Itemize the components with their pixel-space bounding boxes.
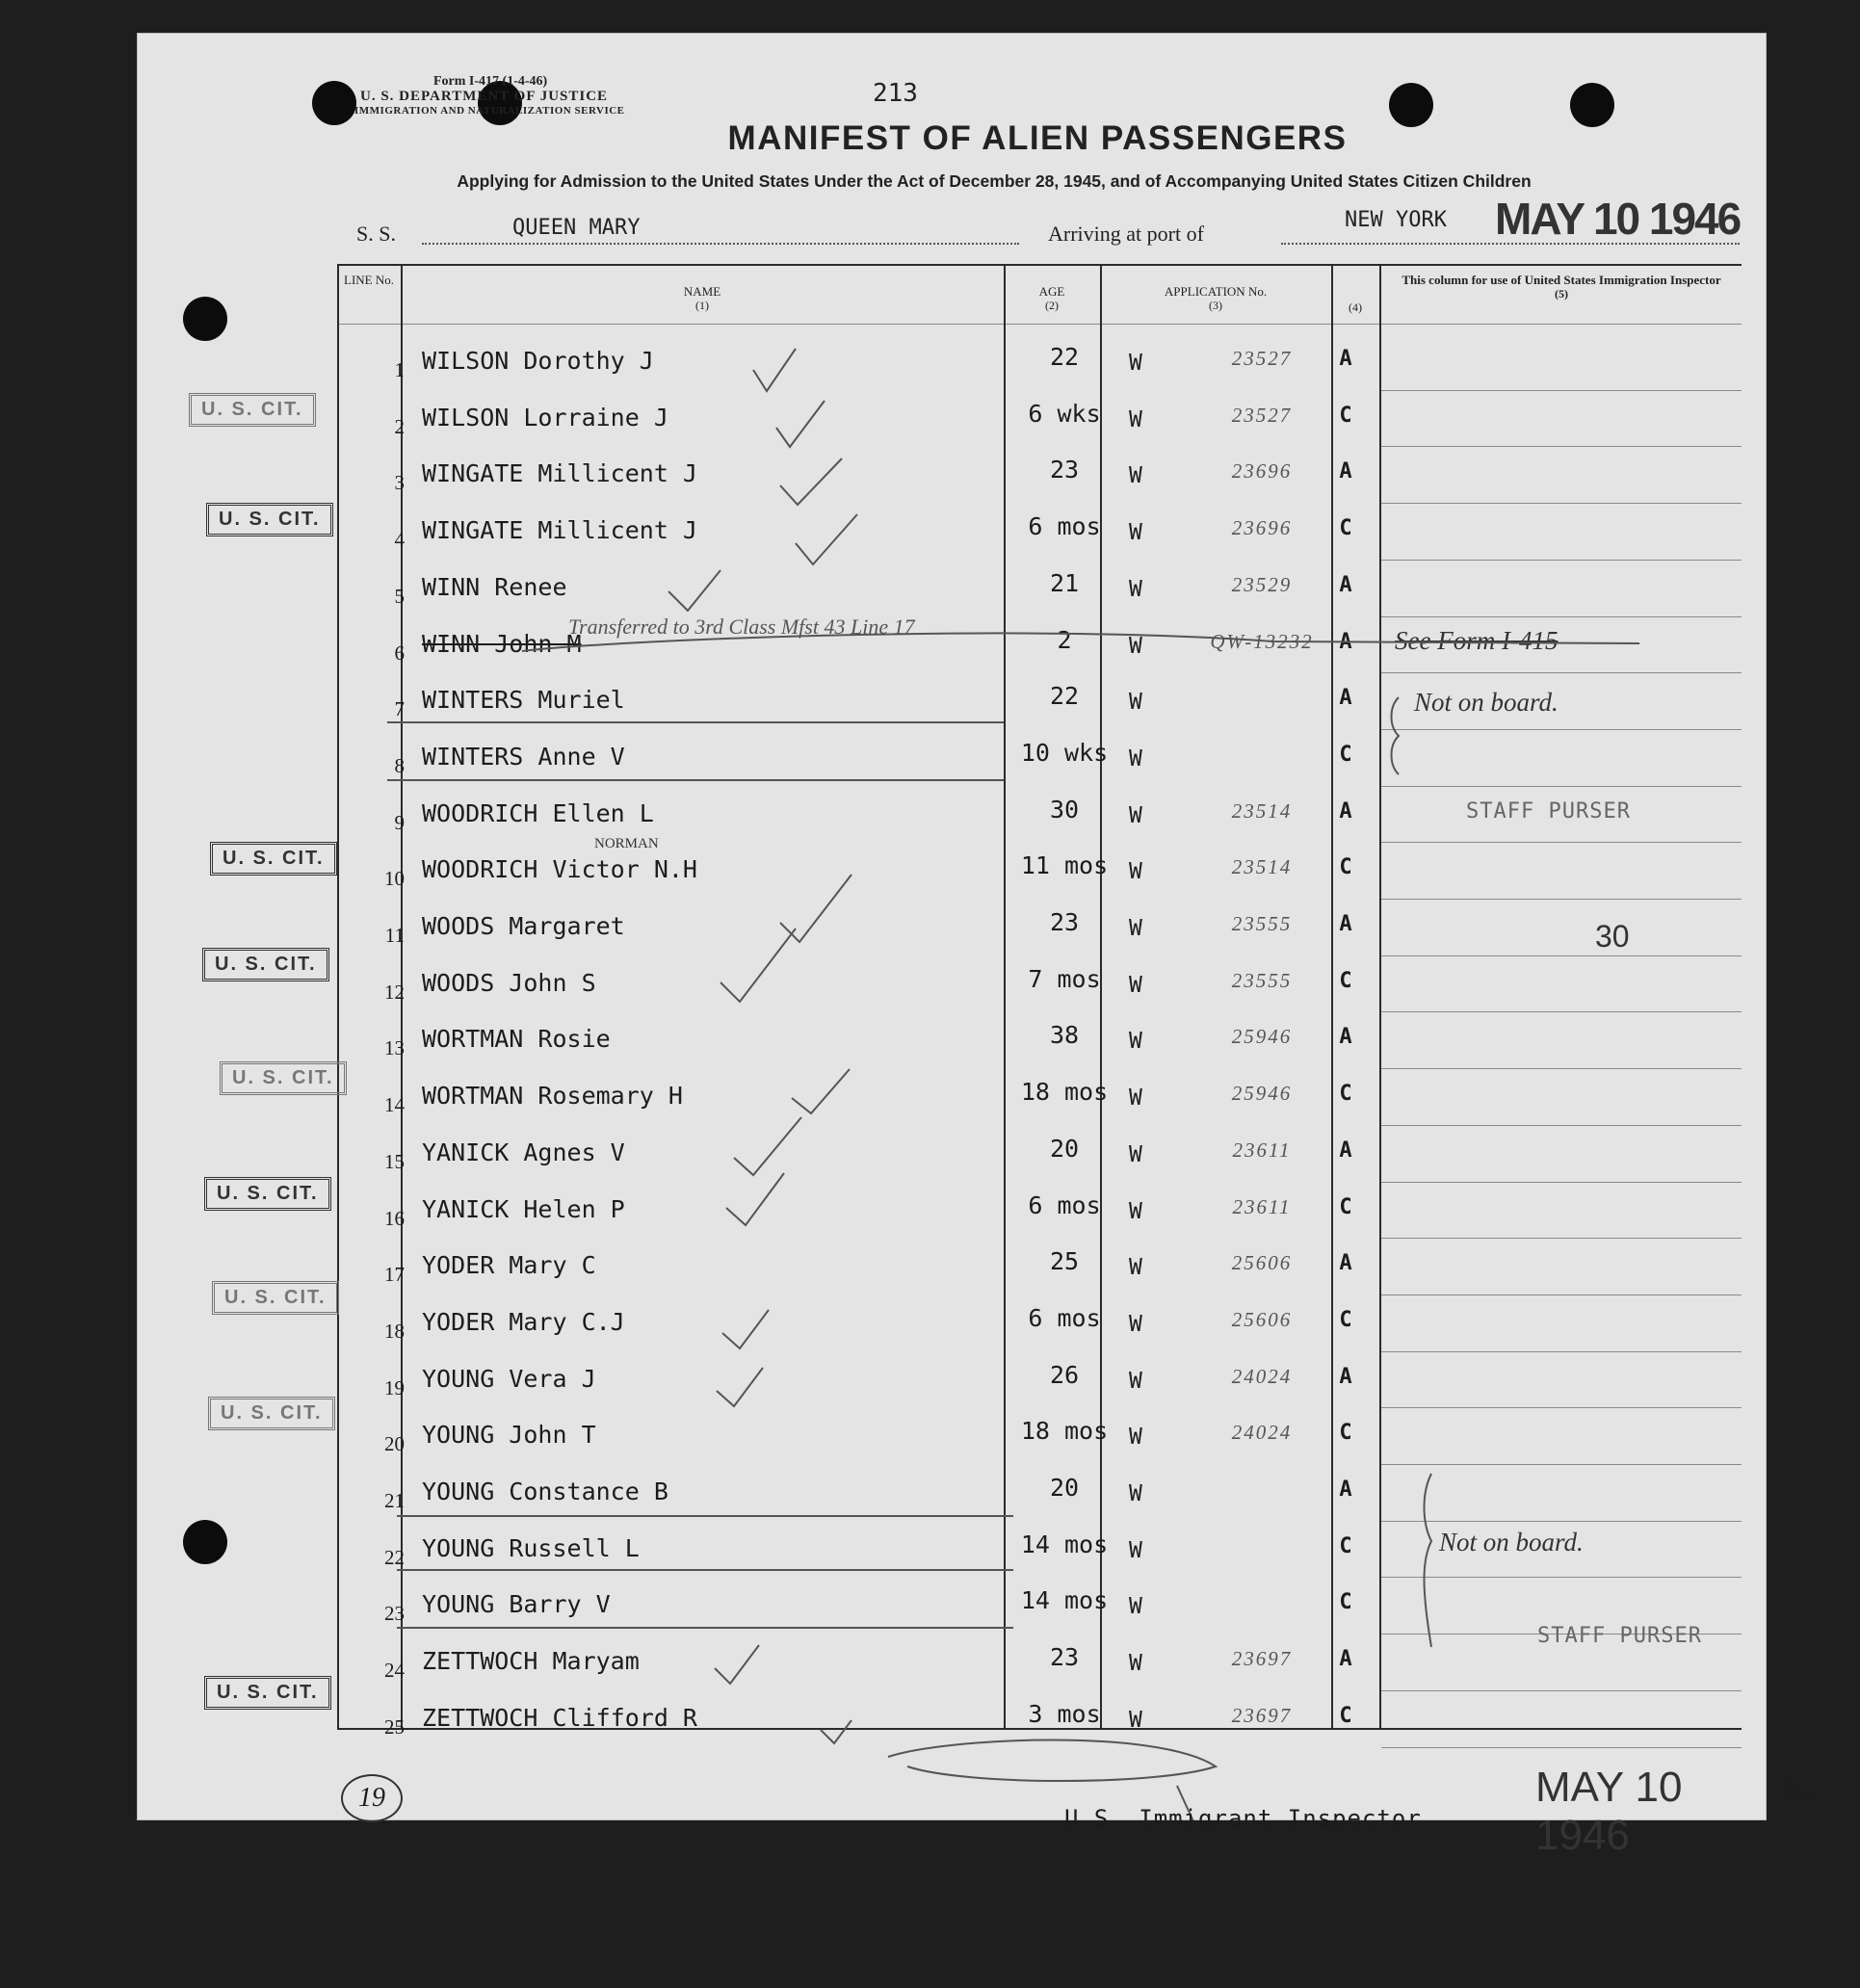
admission-class: A — [1339, 912, 1352, 936]
row10-insert-note: NORMAN — [594, 836, 659, 851]
race-code: W — [1129, 1255, 1142, 1281]
department: U. S. DEPARTMENT OF JUSTICE — [360, 89, 609, 104]
passenger-name: WINGATE Millicent J — [422, 516, 697, 545]
race-code: W — [1129, 1029, 1142, 1055]
passenger-age: 20 — [1049, 1474, 1080, 1502]
brace — [1425, 1474, 1432, 1647]
line-number: 7 — [394, 697, 405, 721]
passenger-age: 6 mos — [1028, 512, 1101, 541]
application-number: 25946 — [1231, 1082, 1293, 1106]
passenger-age: 25 — [1049, 1247, 1080, 1276]
service: IMMIGRATION AND NATURALIZATION SERVICE — [354, 105, 625, 117]
check-mark — [821, 1720, 851, 1743]
admission-class: A — [1339, 1647, 1352, 1672]
application-number: 23696 — [1231, 459, 1293, 484]
page-subtitle: Applying for Admission to the United States Under the Act of December 28, 1945, and of Accompanying United States Citizen Children — [457, 171, 1532, 191]
race-code: W — [1129, 802, 1142, 828]
ship-name: QUEEN MARY — [512, 216, 641, 240]
line-number: 23 — [384, 1602, 405, 1626]
check-mark — [715, 1645, 759, 1684]
race-code: W — [1129, 1651, 1142, 1677]
us-cit-stamp: U. S. CIT. — [220, 1061, 347, 1095]
us-cit-stamp: U. S. CIT. — [204, 1676, 331, 1710]
race-code: W — [1129, 1537, 1142, 1563]
arrival-date-stamp: MAY 10 1946 — [1495, 194, 1741, 244]
application-number: 23514 — [1231, 855, 1293, 879]
passenger-age: 6 mos — [1028, 1190, 1101, 1219]
passenger-age: 3 mos — [1028, 1699, 1101, 1728]
passenger-name: WOODS Margaret — [422, 912, 625, 940]
passenger-age: 30 — [1049, 795, 1080, 824]
line-number: 3 — [394, 471, 405, 495]
passenger-age: 14 mos — [1020, 1586, 1109, 1615]
us-cit-stamp: U. S. CIT. — [189, 393, 316, 427]
admission-class: A — [1339, 1025, 1352, 1050]
passenger-age: 23 — [1049, 1643, 1080, 1672]
us-cit-stamp: U. S. CIT. — [208, 1397, 335, 1430]
manifest-page — [137, 33, 1816, 1859]
check-mark — [726, 1173, 784, 1225]
line-number: 22 — [384, 1545, 405, 1569]
admission-class: C — [1339, 742, 1352, 767]
admission-class: C — [1339, 855, 1352, 880]
passenger-age: 14 mos — [1020, 1530, 1109, 1558]
check-mark — [668, 570, 720, 611]
handwriting-overlay — [137, 33, 1767, 1820]
application-number: 23611 — [1232, 1138, 1292, 1162]
admission-class: A — [1339, 1251, 1352, 1276]
passenger-age: 6 wks — [1028, 399, 1101, 428]
passenger-name: YOUNG Constance B — [422, 1478, 668, 1505]
race-code: W — [1129, 406, 1142, 432]
signature — [888, 1740, 1216, 1782]
check-mark — [780, 875, 851, 942]
passenger-name: WORTMAN Rosie — [422, 1025, 611, 1054]
line-number: 25 — [384, 1714, 405, 1739]
passenger-name: WILSON Dorothy J — [422, 347, 654, 375]
line-number: 15 — [384, 1149, 405, 1173]
passenger-name: YOUNG Barry V — [422, 1590, 611, 1619]
passenger-name: WOODS John S — [422, 968, 596, 997]
staff-purser-stamp: STAFF PURSER — [1466, 799, 1631, 824]
check-mark — [720, 929, 796, 1002]
race-code: W — [1129, 746, 1142, 772]
passenger-name: WORTMAN Rosemary H — [422, 1082, 683, 1111]
passenger-age: 10 wks — [1020, 738, 1109, 767]
passenger-name: YODER Mary C.J — [422, 1307, 625, 1336]
check-mark — [780, 458, 842, 505]
passenger-name: WINN Renee — [422, 572, 567, 601]
line-number: 20 — [384, 1432, 405, 1456]
row6-inspector-note: See Form I-415 — [1395, 626, 1559, 655]
us-cit-stamp: U. S. CIT. — [210, 842, 337, 876]
admission-class: C — [1339, 1703, 1352, 1728]
circled-number: 19 — [341, 1774, 403, 1822]
us-cit-stamp: U. S. CIT. — [204, 1177, 331, 1211]
line-number: 6 — [394, 641, 405, 665]
check-mark — [753, 349, 796, 391]
race-code: W — [1129, 576, 1142, 602]
race-code: W — [1129, 1368, 1142, 1394]
passenger-name: YOUNG Russell L — [422, 1533, 640, 1562]
passenger-age: 23 — [1049, 908, 1080, 936]
strike-line — [522, 633, 1639, 651]
check-mark — [722, 1310, 769, 1348]
col-inspector-label: This column for use of United States Immigration Inspector — [1402, 273, 1721, 287]
col-application-label: APPLICATION No. — [1164, 284, 1268, 299]
col-application-num: (3) — [1209, 299, 1222, 312]
admission-class: A — [1339, 798, 1352, 824]
line-number: 24 — [384, 1659, 405, 1683]
passenger-count: 30 — [1595, 919, 1630, 954]
application-number: 23527 — [1231, 347, 1293, 370]
footer-date-stamp: MAY 10 1946 — [1535, 1764, 1683, 1859]
passenger-name: WILSON Lorraine J — [422, 403, 668, 432]
passenger-name: WINTERS Anne V — [422, 742, 625, 771]
passenger-age: 6 mos — [1028, 1303, 1101, 1332]
admission-class: C — [1339, 1421, 1352, 1446]
passenger-name: WOODRICH Victor N.H — [422, 855, 697, 884]
admission-class: C — [1339, 1307, 1352, 1332]
passenger-name: YOUNG John T — [422, 1421, 596, 1450]
race-code: W — [1129, 690, 1142, 716]
row6-transfer-note: Transferred to 3rd Class Mfst 43 Line 17 — [568, 615, 915, 639]
admission-class: A — [1339, 629, 1352, 654]
passenger-name: YANICK Helen P — [422, 1194, 625, 1223]
line-number: 18 — [384, 1319, 405, 1343]
us-cit-stamp: U. S. CIT. — [206, 503, 333, 536]
race-code: W — [1129, 859, 1142, 885]
race-code: W — [1129, 916, 1142, 941]
port-name: NEW YORK — [1345, 208, 1447, 232]
passenger-age: 18 mos — [1020, 1417, 1109, 1446]
passenger-name: WINN John M — [422, 629, 582, 658]
passenger-age: 18 mos — [1020, 1078, 1109, 1107]
admission-class: C — [1339, 1590, 1352, 1615]
col-4-num: (4) — [1349, 301, 1362, 314]
admission-class: C — [1339, 1533, 1352, 1558]
page-title: MANIFEST OF ALIEN PASSENGERS — [727, 119, 1348, 157]
race-code: W — [1129, 972, 1142, 998]
application-number: 23529 — [1231, 572, 1293, 596]
passenger-age: 22 — [1049, 343, 1080, 371]
race-code: W — [1129, 1086, 1142, 1112]
passenger-name: ZETTWOCH Maryam — [422, 1647, 640, 1676]
col-line-no: LINE No. — [344, 273, 394, 287]
race-code: W — [1129, 1481, 1142, 1506]
race-code: W — [1129, 1198, 1142, 1224]
application-number: 25606 — [1231, 1251, 1293, 1275]
check-mark — [796, 514, 857, 564]
application-number: 23697 — [1231, 1647, 1293, 1671]
admission-class: A — [1339, 686, 1352, 711]
application-number: 24024 — [1231, 1364, 1293, 1388]
application-number: 23555 — [1231, 912, 1293, 935]
line-number: 19 — [384, 1375, 405, 1399]
passenger-name: ZETTWOCH Clifford R — [422, 1703, 697, 1732]
inspector-label: U.S. Immigrant Inspector — [1064, 1805, 1422, 1832]
race-code: W — [1129, 1707, 1142, 1733]
passenger-age: 2 — [1057, 625, 1072, 654]
race-code: W — [1129, 1425, 1142, 1451]
application-number: 23611 — [1232, 1194, 1292, 1218]
col-inspector-num: (5) — [1555, 287, 1568, 301]
application-number: 23527 — [1231, 403, 1293, 427]
admission-class: A — [1339, 1478, 1352, 1502]
us-cit-stamp: U. S. CIT. — [212, 1281, 339, 1315]
line-number: 11 — [384, 924, 405, 947]
application-number: 25946 — [1231, 1025, 1293, 1049]
application-number: 23514 — [1231, 798, 1293, 823]
page-number: 213 — [873, 79, 918, 108]
line-number: 21 — [384, 1489, 405, 1512]
passenger-age: 23 — [1049, 456, 1080, 484]
passenger-name: WINTERS Muriel — [422, 686, 625, 715]
passenger-age: 11 mos — [1020, 851, 1109, 880]
passenger-age: 26 — [1049, 1360, 1080, 1389]
passenger-name: WOODRICH Ellen L — [422, 798, 654, 827]
passenger-age: 22 — [1049, 682, 1080, 711]
line-number: 13 — [384, 1036, 405, 1060]
race-code: W — [1129, 463, 1142, 489]
admission-class: C — [1339, 968, 1352, 993]
ship-label: S. S. — [356, 222, 396, 246]
admission-class: A — [1339, 572, 1352, 597]
passenger-name: YANICK Agnes V — [422, 1138, 625, 1166]
application-number: 23697 — [1231, 1703, 1293, 1727]
passenger-name: YOUNG Vera J — [422, 1364, 596, 1393]
us-cit-stamp: U. S. CIT. — [202, 948, 329, 981]
admission-class: C — [1339, 1082, 1352, 1107]
application-number: QW-13232 — [1210, 629, 1314, 653]
line-number: 14 — [384, 1093, 405, 1117]
col-age-num: (2) — [1045, 299, 1059, 312]
port-label: Arriving at port of — [1048, 222, 1204, 246]
col-age-label: AGE — [1038, 284, 1065, 299]
admission-class: A — [1339, 1138, 1352, 1163]
passenger-name: WINGATE Millicent J — [422, 459, 697, 488]
line-number: 17 — [384, 1263, 405, 1287]
line-number: 1 — [394, 358, 405, 381]
line-number: 2 — [394, 414, 405, 438]
passenger-age: 21 — [1049, 568, 1080, 597]
line-number: 8 — [394, 753, 405, 777]
admission-class: A — [1339, 347, 1352, 371]
check-mark — [776, 401, 825, 447]
race-code: W — [1129, 1141, 1142, 1167]
passenger-name: YODER Mary C — [422, 1251, 596, 1280]
line-number: 4 — [394, 528, 405, 552]
col-name-num: (1) — [695, 299, 709, 312]
line-number: 9 — [394, 810, 405, 834]
check-mark — [717, 1368, 763, 1406]
not-on-board-note: Not on board. — [1414, 688, 1559, 717]
application-number: 23555 — [1231, 968, 1293, 992]
col-name-label: NAME — [683, 284, 721, 299]
admission-class: C — [1339, 516, 1352, 541]
not-on-board-note: Not on board. — [1439, 1528, 1584, 1556]
race-code: W — [1129, 633, 1142, 659]
line-number: 10 — [384, 867, 405, 891]
print-code: 16—46908-1 — [1782, 1779, 1816, 1814]
form-number: Form I-417 (1-4-46) — [433, 74, 548, 89]
admission-class: A — [1339, 1364, 1352, 1389]
application-number: 23696 — [1231, 516, 1293, 540]
line-number: 5 — [394, 584, 405, 608]
passenger-age: 20 — [1049, 1134, 1080, 1163]
line-number: 12 — [384, 980, 405, 1004]
admission-class: A — [1339, 459, 1352, 484]
race-code: W — [1129, 351, 1142, 376]
application-number: 24024 — [1231, 1421, 1293, 1445]
passenger-age: 7 mos — [1028, 964, 1101, 993]
admission-class: C — [1339, 403, 1352, 428]
check-mark — [734, 1117, 801, 1175]
admission-class: C — [1339, 1194, 1352, 1219]
race-code: W — [1129, 520, 1142, 546]
line-number: 16 — [384, 1206, 405, 1230]
brace — [1392, 697, 1400, 774]
staff-purser-stamp: STAFF PURSER — [1537, 1624, 1702, 1648]
race-code: W — [1129, 1594, 1142, 1620]
passenger-age: 38 — [1049, 1021, 1080, 1050]
check-mark — [792, 1069, 850, 1113]
race-code: W — [1129, 1311, 1142, 1337]
application-number: 25606 — [1231, 1307, 1293, 1331]
